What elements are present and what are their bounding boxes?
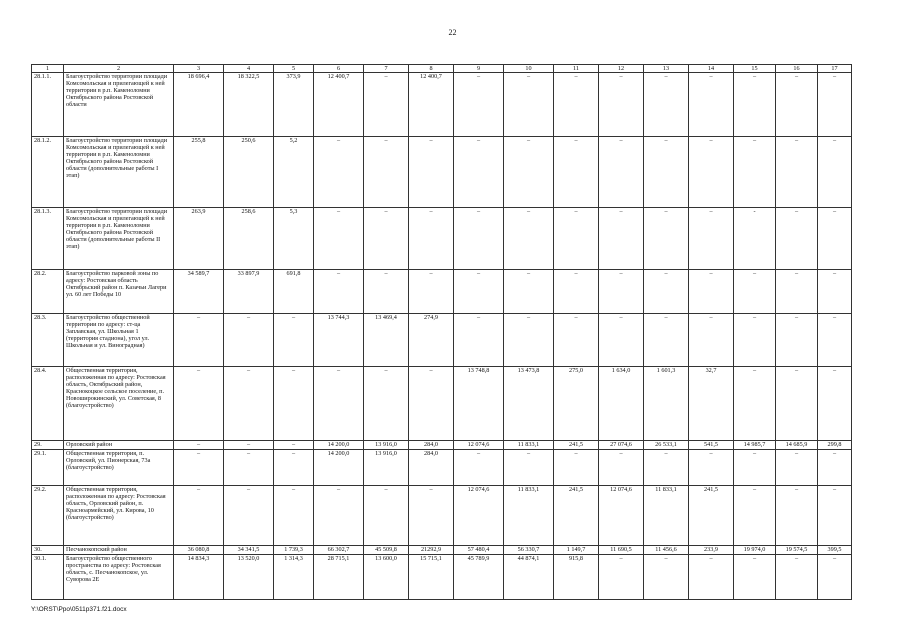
value-cell: 14 200,0 (314, 441, 364, 450)
value-cell: 32,7 (689, 367, 734, 441)
value-cell: – (224, 486, 274, 546)
value-cell: 15 715,1 (409, 555, 454, 600)
value-cell: 284,0 (409, 441, 454, 450)
value-cell: – (504, 137, 554, 208)
table-row (32, 137, 852, 208)
value-cell: 13 916,0 (364, 441, 409, 450)
value-cell: 1 601,3 (644, 367, 689, 441)
row-number-cell: 29.2. (32, 486, 64, 546)
value-cell: – (224, 314, 274, 367)
column-number-header: 16 (776, 65, 818, 73)
row-number-cell: 28.1.1. (32, 73, 64, 137)
value-cell: – (818, 450, 852, 486)
table-row (32, 73, 852, 137)
value-cell: – (224, 441, 274, 450)
value-cell: – (554, 450, 599, 486)
value-cell: 274,9 (409, 314, 454, 367)
value-cell: 1 314,3 (274, 555, 314, 600)
row-name-cell: Благоустройство территории площади Комсомольская и прилегающей к ней территории в р.п. Каменоломни Октябрьского района Ростовской области (дополнительные работы I этап) (64, 137, 174, 208)
value-cell: – (409, 208, 454, 270)
value-cell: – (818, 314, 852, 367)
value-cell: – (504, 314, 554, 367)
value-cell: – (644, 314, 689, 367)
value-cell: – (644, 208, 689, 270)
value-cell: 241,5 (554, 486, 599, 546)
column-number-header: 3 (174, 65, 224, 73)
value-cell: – (818, 208, 852, 270)
value-cell: – (734, 137, 776, 208)
value-cell: – (454, 314, 504, 367)
value-cell: 13 744,3 (314, 314, 364, 367)
value-cell: - (734, 208, 776, 270)
value-cell: 11 690,5 (599, 546, 644, 555)
value-cell: – (274, 441, 314, 450)
value-cell: – (599, 555, 644, 600)
value-cell: – (818, 367, 852, 441)
value-cell: – (554, 208, 599, 270)
value-cell: – (364, 73, 409, 137)
value-cell: – (314, 270, 364, 314)
row-name-cell: Благоустройство территории площади Комсомольская и прилегающей к ней территории в р.п. Каменоломни Октябрьского района Ростовской области (64, 73, 174, 137)
value-cell: 21292,9 (409, 546, 454, 555)
value-cell: – (776, 137, 818, 208)
value-cell: – (734, 486, 776, 546)
value-cell: 34 589,7 (174, 270, 224, 314)
value-cell: – (734, 555, 776, 600)
row-name-cell: Благоустройство территории площади Комсомольская и прилегающей к ней территории в р.п. Каменоломни Октябрьского района Ростовской области (дополнительные работы II этап) (64, 208, 174, 270)
value-cell: – (504, 208, 554, 270)
column-number-header: 1 (32, 65, 64, 73)
value-cell: 13 520,0 (224, 555, 274, 600)
value-cell: 399,5 (818, 546, 852, 555)
value-cell: 33 897,9 (224, 270, 274, 314)
value-cell: – (734, 450, 776, 486)
value-cell: – (314, 208, 364, 270)
value-cell: 541,5 (689, 441, 734, 450)
value-cell: 13 916,0 (364, 450, 409, 486)
value-cell: – (689, 314, 734, 367)
column-number-header: 9 (454, 65, 504, 73)
value-cell: 13 469,4 (364, 314, 409, 367)
row-name-cell: Орловский район (64, 441, 174, 450)
column-number-header: 7 (364, 65, 409, 73)
value-cell: – (599, 73, 644, 137)
value-cell: 27 074,6 (599, 441, 644, 450)
value-cell: 1 149,7 (554, 546, 599, 555)
value-cell: 250,6 (224, 137, 274, 208)
column-number-header: 14 (689, 65, 734, 73)
value-cell: – (274, 450, 314, 486)
value-cell: – (689, 270, 734, 314)
value-cell: 26 533,1 (644, 441, 689, 450)
value-cell: – (818, 270, 852, 314)
table-row (32, 555, 852, 600)
row-name-cell: Песчанокопский район (64, 546, 174, 555)
value-cell: 258,6 (224, 208, 274, 270)
value-cell: – (776, 450, 818, 486)
column-number-header: 15 (734, 65, 776, 73)
row-number-cell: 28.3. (32, 314, 64, 367)
value-cell: 13 600,0 (364, 555, 409, 600)
row-name-cell: Общественная территория, расположенная по адресу: Ростовская область, Октябрьский район, Краснокоцкое сельское поселение, п. Новоширокинский, ул. Советская, 8 (благоустройство) (64, 367, 174, 441)
value-cell: – (776, 555, 818, 600)
value-cell: – (644, 555, 689, 600)
column-number-header: 17 (818, 65, 852, 73)
value-cell: 5,3 (274, 208, 314, 270)
value-cell: – (174, 450, 224, 486)
table-row (32, 450, 852, 486)
value-cell: – (644, 450, 689, 486)
column-number-header: 2 (64, 65, 174, 73)
value-cell: 11 456,6 (644, 546, 689, 555)
value-cell: – (776, 367, 818, 441)
value-cell: – (409, 367, 454, 441)
value-cell: 255,8 (174, 137, 224, 208)
value-cell: 275,0 (554, 367, 599, 441)
value-cell: – (274, 314, 314, 367)
table-row (32, 546, 852, 555)
value-cell: 28 715,1 (314, 555, 364, 600)
value-cell: – (734, 314, 776, 367)
value-cell: 45 509,8 (364, 546, 409, 555)
table-row (32, 208, 852, 270)
value-cell: – (776, 208, 818, 270)
footer-file-path: Y:\ORST\Ppo\0511p371.f21.docx (31, 606, 127, 613)
row-name-cell: Благоустройство общественной территории по адресу: ст-ца Заплавская, ул. Школьная 1 (территория стадиона), угол ул. Школьная и ул. Виноградная) (64, 314, 174, 367)
value-cell: 263,9 (174, 208, 224, 270)
value-cell: 14 200,0 (314, 450, 364, 486)
value-cell: – (689, 555, 734, 600)
value-cell: 56 330,7 (504, 546, 554, 555)
value-cell: – (599, 450, 644, 486)
value-cell: 12 074,6 (599, 486, 644, 546)
page-number: 22 (448, 28, 457, 37)
value-cell: – (174, 367, 224, 441)
value-cell: 12 074,6 (454, 441, 504, 450)
value-cell: – (364, 486, 409, 546)
value-cell: – (644, 137, 689, 208)
column-number-header: 6 (314, 65, 364, 73)
value-cell: – (776, 314, 818, 367)
value-cell: – (554, 73, 599, 137)
value-cell: – (689, 137, 734, 208)
value-cell: – (314, 367, 364, 441)
table-row (32, 314, 852, 367)
row-number-cell: 30.1. (32, 555, 64, 600)
value-cell: – (454, 73, 504, 137)
value-cell: – (554, 314, 599, 367)
value-cell: – (274, 486, 314, 546)
row-number-cell: 28.1.2. (32, 137, 64, 208)
value-cell: – (734, 73, 776, 137)
value-cell: 19 974,0 (734, 546, 776, 555)
value-cell: 12 400,7 (314, 73, 364, 137)
value-cell: – (818, 486, 852, 546)
value-cell: – (224, 450, 274, 486)
value-cell: – (599, 137, 644, 208)
value-cell: 299,8 (818, 441, 852, 450)
value-cell: 57 480,4 (454, 546, 504, 555)
value-cell: – (409, 270, 454, 314)
row-number-cell: 30. (32, 546, 64, 555)
value-cell: – (776, 486, 818, 546)
value-cell: 18 322,5 (224, 73, 274, 137)
value-cell: – (364, 137, 409, 208)
value-cell: – (818, 555, 852, 600)
value-cell: 373,9 (274, 73, 314, 137)
row-name-cell: Общественная территория, расположенная по адресу: Ростовская область, Орловский район, п. Красноармейский, ул. Кирова, 10 (благоустройство) (64, 486, 174, 546)
value-cell: 14 834,3 (174, 555, 224, 600)
value-cell: 36 080,8 (174, 546, 224, 555)
value-cell: – (504, 450, 554, 486)
column-number-header: 10 (504, 65, 554, 73)
value-cell: – (504, 73, 554, 137)
value-cell: – (599, 314, 644, 367)
value-cell: – (776, 73, 818, 137)
value-cell: – (818, 137, 852, 208)
value-cell: – (689, 450, 734, 486)
value-cell: 1 739,3 (274, 546, 314, 555)
value-cell: – (554, 270, 599, 314)
value-cell: – (274, 367, 314, 441)
value-cell: – (174, 486, 224, 546)
column-number-header: 4 (224, 65, 274, 73)
value-cell: 233,9 (689, 546, 734, 555)
value-cell: – (454, 208, 504, 270)
budget-table (31, 64, 852, 600)
column-number-header: 12 (599, 65, 644, 73)
value-cell: 284,0 (409, 450, 454, 486)
value-cell: 18 696,4 (174, 73, 224, 137)
value-cell: 915,8 (554, 555, 599, 600)
table-row (32, 367, 852, 441)
value-cell: 44 874,1 (504, 555, 554, 600)
value-cell: 11 833,1 (504, 441, 554, 450)
value-cell: – (599, 208, 644, 270)
value-cell: 12 074,6 (454, 486, 504, 546)
value-cell: 19 574,5 (776, 546, 818, 555)
value-cell: – (734, 270, 776, 314)
column-number-header: 13 (644, 65, 689, 73)
value-cell: 11 833,1 (504, 486, 554, 546)
value-cell: – (454, 450, 504, 486)
value-cell: 14 985,7 (734, 441, 776, 450)
row-number-cell: 28.2. (32, 270, 64, 314)
value-cell: 5,2 (274, 137, 314, 208)
value-cell: – (174, 441, 224, 450)
row-number-cell: 29. (32, 441, 64, 450)
value-cell: – (409, 137, 454, 208)
value-cell: 14 685,9 (776, 441, 818, 450)
value-cell: – (734, 367, 776, 441)
table-row (32, 270, 852, 314)
value-cell: – (818, 73, 852, 137)
value-cell: – (314, 137, 364, 208)
table-row (32, 441, 852, 450)
row-number-cell: 28.4. (32, 367, 64, 441)
row-number-cell: 28.1.3. (32, 208, 64, 270)
value-cell: 13 473,8 (504, 367, 554, 441)
value-cell: – (454, 270, 504, 314)
column-number-header: 8 (409, 65, 454, 73)
value-cell: 45 789,9 (454, 555, 504, 600)
value-cell: – (689, 73, 734, 137)
value-cell: 241,5 (689, 486, 734, 546)
value-cell: 34 341,5 (224, 546, 274, 555)
value-cell: 66 302,7 (314, 546, 364, 555)
table-header-row (32, 65, 852, 73)
value-cell: – (644, 270, 689, 314)
value-cell: – (504, 270, 554, 314)
row-name-cell: Общественная территория, п. Орловский, ул. Пионерская, 73а (благоустройство) (64, 450, 174, 486)
column-number-header: 5 (274, 65, 314, 73)
value-cell: 11 833,1 (644, 486, 689, 546)
column-number-header: 11 (554, 65, 599, 73)
value-cell: – (174, 314, 224, 367)
value-cell: – (454, 137, 504, 208)
value-cell: – (554, 137, 599, 208)
value-cell: – (644, 73, 689, 137)
value-cell: 1 634,0 (599, 367, 644, 441)
value-cell: – (599, 270, 644, 314)
value-cell: – (314, 486, 364, 546)
value-cell: – (364, 270, 409, 314)
row-number-cell: 29.1. (32, 450, 64, 486)
row-name-cell: Благоустройство общественного пространства по адресу: Ростовская область, с. Песчанокопское, ул. Суворова 2Е (64, 555, 174, 600)
value-cell: – (689, 208, 734, 270)
row-name-cell: Благоустройство парковой зоны по адресу: Ростовская область Октябрьский район п. Казачьи Лагери ул. 60 лет Победы 10 (64, 270, 174, 314)
table-row (32, 486, 852, 546)
value-cell: 13 748,8 (454, 367, 504, 441)
value-cell: 12 400,7 (409, 73, 454, 137)
value-cell: – (776, 270, 818, 314)
value-cell: 691,8 (274, 270, 314, 314)
value-cell: – (364, 367, 409, 441)
value-cell: – (364, 208, 409, 270)
value-cell: – (224, 367, 274, 441)
value-cell: – (409, 486, 454, 546)
value-cell: 241,5 (554, 441, 599, 450)
